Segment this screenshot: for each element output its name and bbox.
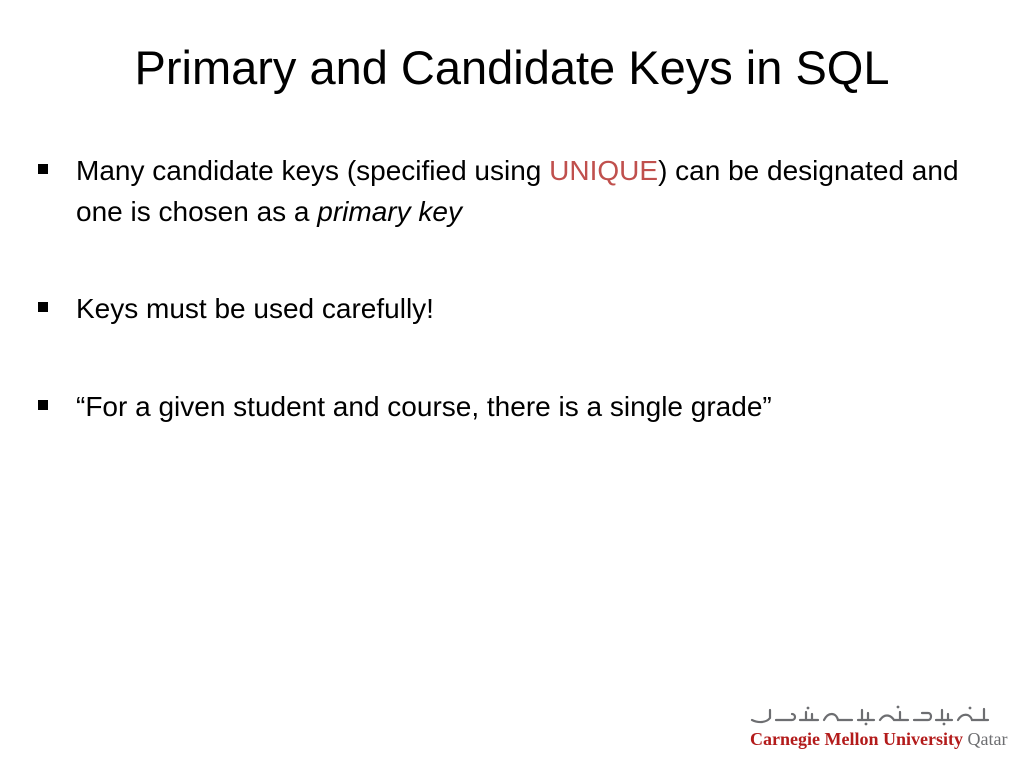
bullet-text: “For a given student and course, there is a single grade” [76,391,772,422]
primary-key-term: primary key [317,196,462,227]
arabic-wordmark [748,704,998,726]
logo-location: Qatar [967,729,1008,749]
bullet-text-part: ) can be designated and one is chosen as a [76,155,959,227]
bullet-item [36,150,996,232]
logo-university-name: Carnegie Mellon University [750,729,963,749]
bullet-text [76,155,959,227]
square-bullet-icon [38,400,48,410]
bullet-text-part: Many candidate keys (specified using [76,155,550,186]
university-logo [748,702,1012,752]
square-bullet-icon [38,302,48,312]
logo-wordmark [750,728,1007,750]
bullet-list [36,150,996,427]
bullet-item [36,386,996,427]
bullet-text: Keys must be used carefully! [76,293,434,324]
bullet-item [36,288,996,329]
unique-keyword: UNIQUE [549,155,659,186]
slide-title: Primary and Candidate Keys in SQL [134,41,890,94]
square-bullet-icon [38,164,48,174]
